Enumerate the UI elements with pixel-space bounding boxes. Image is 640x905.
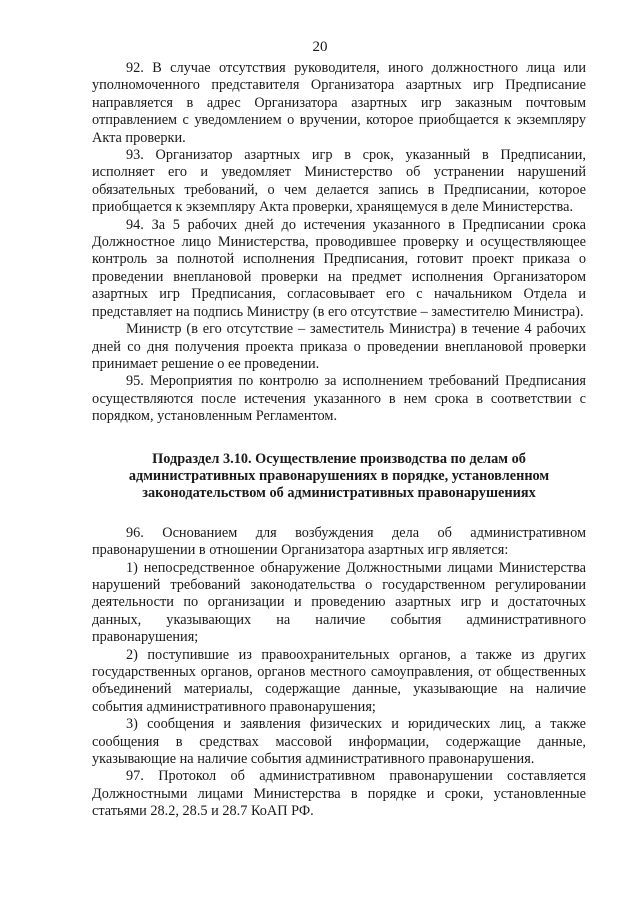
paragraph-94: 94. За 5 рабочих дней до истечения указанного в Предписании срока Должностное лицо Министерства, проводившее проверку и осуществляющее контроль за полнотой исполнения Предписания, готовит проект приказа о проведении внеплановой проверки на предмет исполнения Организатором азартных игр Предписания, согласовывает его с начальником Отдела и представляет на подпись Министру (в его отсутствие – заместителю Министра). [92,216,586,320]
page-number: 20 [312,39,328,55]
paragraph-92: 92. В случае отсутствия руководителя, иного должностного лица или уполномоченного представителя Организатора азартных игр Предписание направляется в адрес Организатора азартных игр заказным почтовым отправлением с уведомлением о вручении, которое приобщается к экземпляру Акта проверки. [92,60,586,146]
paragraph-96-item-3: 3) сообщения и заявления физических и юридических лиц, а также сообщения в средствах массовой информации, содержащие данные, указывающие на наличие события административного правонарушения. [92,716,586,768]
paragraph-94-continued: Министр (в его отсутствие – заместитель Министра) в течение 4 рабочих дней со дня получения проекта приказа о проведении внеплановой проверки принимает решение о ее проведении. [92,321,586,372]
paragraph-96-item-1: 1) непосредственное обнаружение Должностными лицами Министерства нарушений требований законодательства о государственном регулировании деятельности по организации и проведению азартных игр и достаточных данных, указывающих на наличие события административного правонарушения; [92,559,586,646]
paragraph-95: 95. Мероприятия по контролю за исполнением требований Предписания осуществляются после истечения указанного в нем срока в соответствии с порядком, установленным Регламентом. [92,373,586,425]
section-title: Подраздел 3.10. Осуществление производства по делам об административных правонарушениях в порядке, установленном законодательством об административных правонарушениях [128,450,550,502]
paragraph-96-item-2: 2) поступившие из правоохранительных органов, а также из других государственных органов, органов местного самоуправления, от общественных объединений материалы, содержащие данные, указывающие на наличие события административного правонарушения; [92,646,586,715]
paragraph-93: 93. Организатор азартных игр в срок, указанный в Предписании, исполняет его и уведомляет Министерство об устранении нарушений обязательных требований, о чем делается запись в Предписании, которое приобщается к экземпляру Акта проверки, хранящемуся в деле Министерства. [92,147,586,216]
document-body [92,60,586,821]
paragraph-97: 97. Протокол об административном правонарушении составляется Должностными лицами Министерства в порядке и сроки, установленные статьями 28.2, 28.5 и 28.7 КоАП РФ. [92,768,586,820]
paragraph-96: 96. Основанием для возбуждения дела об административном правонарушении в отношении Организатора азартных игр является: [92,524,586,559]
